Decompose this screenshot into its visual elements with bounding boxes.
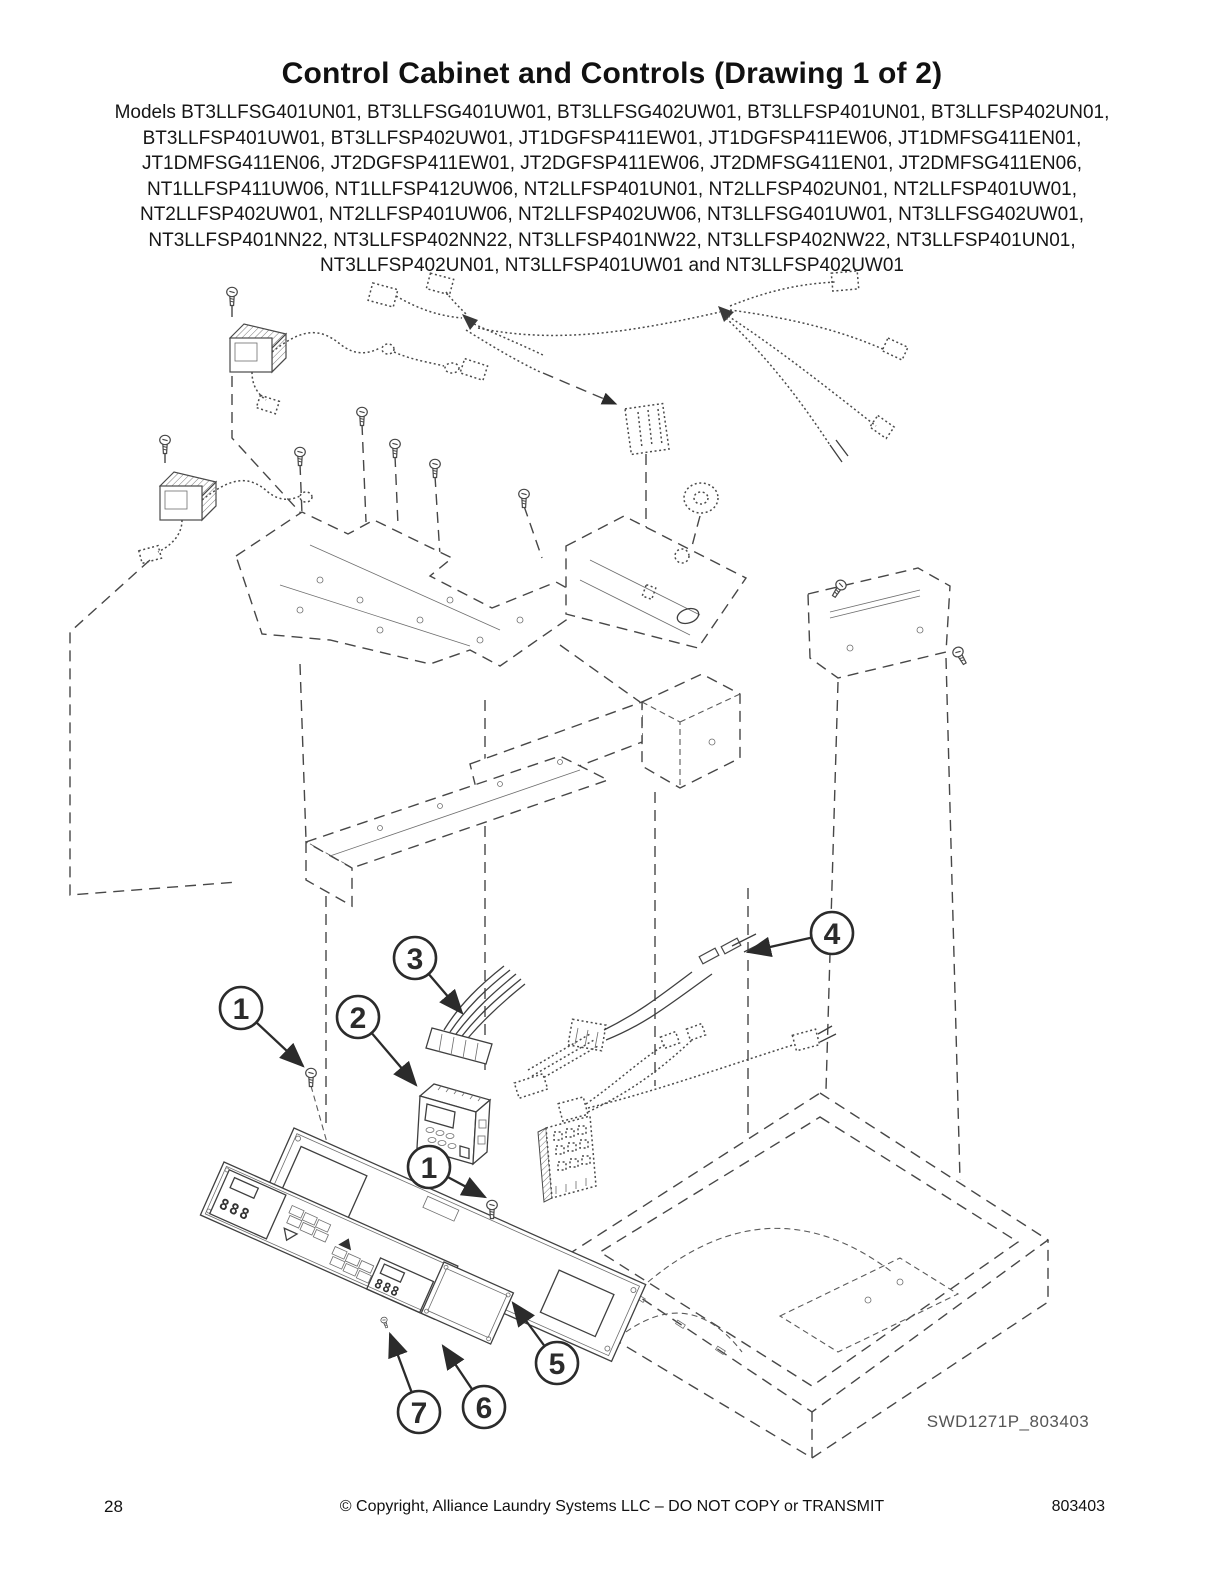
callout-1b bbox=[408, 1146, 450, 1188]
grommet bbox=[684, 483, 718, 513]
svg-text:2: 2 bbox=[349, 1002, 367, 1035]
model-line: JT1DMFSG411EN06, JT2DGFSP411EW01, JT2DGFSP411EW06, JT2DMFSG411EN01, JT2DMFSG411EN06, bbox=[141, 153, 1083, 174]
page-footer bbox=[0, 1497, 1224, 1521]
callout-1a bbox=[220, 987, 262, 1029]
terminal-block bbox=[625, 404, 669, 455]
svg-text:3: 3 bbox=[406, 943, 424, 976]
sensor-harness bbox=[568, 934, 764, 1051]
callout-6 bbox=[463, 1386, 505, 1428]
footer-copyright: © Copyright, Alliance Laundry Systems LLC – DO NOT COPY or TRANSMIT bbox=[339, 1498, 885, 1515]
callout-4 bbox=[811, 912, 853, 954]
display-digits-left: 888 bbox=[216, 1194, 254, 1225]
model-line: NT1LLFSP411UW06, NT1LLFSP412UW06, NT2LLFSP401UN01, NT2LLFSP402UN01, NT2LLFSP401UW01, bbox=[146, 178, 1078, 200]
model-line: NT2LLFSP402UW01, NT2LLFSP401UW06, NT2LLFSP402UW06, NT3LLFSG401UW01, NT3LLFSG402UW01, bbox=[139, 204, 1085, 225]
footer-page-number: 28 bbox=[104, 1497, 123, 1516]
page-title: Control Cabinet and Controls (Drawing 1 of 2) bbox=[281, 57, 943, 90]
model-line: NT3LLFSP401NN22, NT3LLFSP402NN22, NT3LLFSP401NW22, NT3LLFSP402NW22, NT3LLFSP401UN01, bbox=[148, 229, 1076, 251]
callout-3 bbox=[394, 937, 436, 979]
model-line: Models BT3LLFSG401UN01, BT3LLFSG401UW01, BT3LLFSG402UW01, BT3LLFSP401UN01, BT3LLFSP402UN01, bbox=[114, 102, 1110, 123]
drawing-code-label: SWD1271P_803403 bbox=[926, 1412, 1090, 1431]
power-module-1 bbox=[230, 324, 488, 414]
svg-text:4: 4 bbox=[823, 918, 841, 951]
shield-plate bbox=[566, 516, 746, 648]
cabinet-top bbox=[572, 1093, 1048, 1458]
mounting-plate bbox=[236, 512, 592, 666]
ribbon-harness bbox=[426, 966, 525, 1064]
callout-2 bbox=[337, 996, 379, 1038]
svg-text:6: 6 bbox=[475, 1392, 493, 1425]
model-line: BT3LLFSP401UW01, BT3LLFSP402UW01, JT1DGFSP411EW01, JT1DGFSP411EW06, JT1DMFSG411EN01, bbox=[142, 127, 1082, 149]
svg-text:7: 7 bbox=[410, 1397, 428, 1430]
relay-board bbox=[538, 1116, 596, 1202]
svg-text:1: 1 bbox=[420, 1152, 438, 1185]
callout-5 bbox=[536, 1342, 578, 1384]
model-line: NT3LLFSP402UN01, NT3LLFSP401UW01 and NT3LLFSP402UW01 bbox=[319, 255, 904, 276]
callout-7 bbox=[398, 1391, 440, 1433]
right-bracket bbox=[808, 568, 950, 678]
display-digits-right: 888 bbox=[371, 1276, 402, 1301]
svg-text:1: 1 bbox=[232, 993, 250, 1026]
svg-text:5: 5 bbox=[548, 1348, 566, 1381]
aux-harnesses bbox=[514, 1024, 836, 1121]
channel-assembly bbox=[306, 674, 740, 906]
footer-doc-number: 803403 bbox=[1051, 1498, 1105, 1515]
